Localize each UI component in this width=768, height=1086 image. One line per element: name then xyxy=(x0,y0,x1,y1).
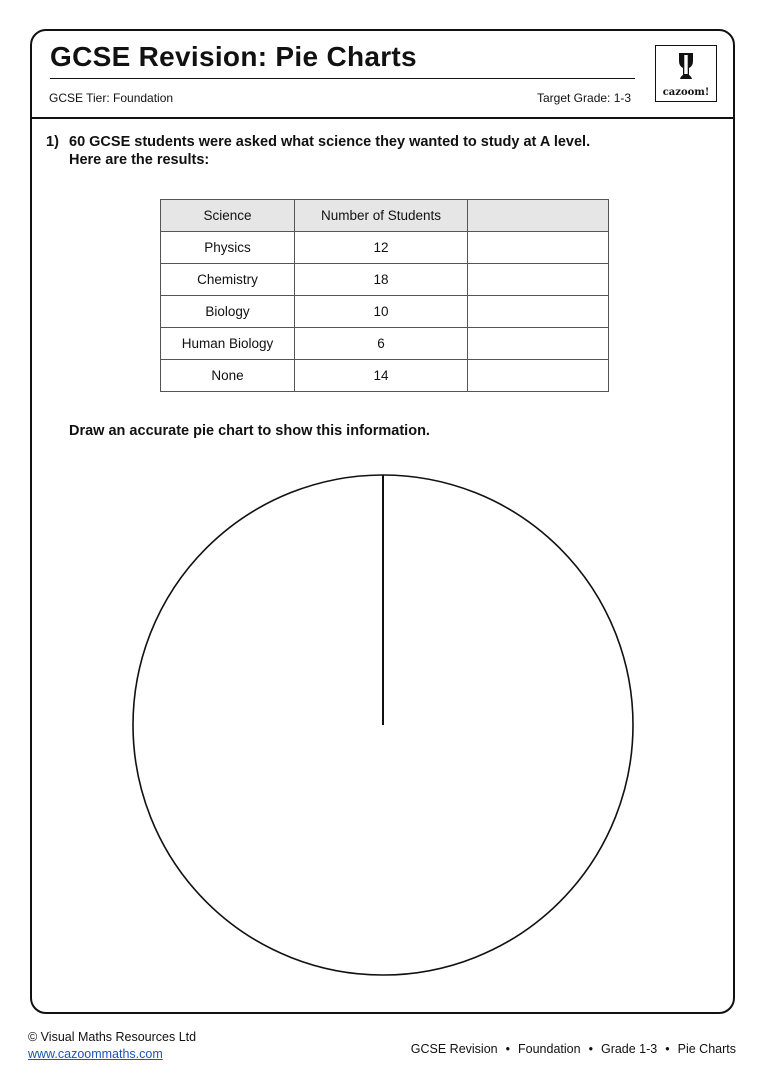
footer-separator: • xyxy=(665,1042,670,1056)
target-grade-label: Target Grade: 1-3 xyxy=(537,91,632,105)
footer-crumb: Pie Charts xyxy=(677,1042,736,1056)
pie-chart-template[interactable] xyxy=(132,474,636,978)
page-title: GCSE Revision: Pie Charts xyxy=(50,41,417,72)
logo-text: cazoom! xyxy=(662,87,710,98)
footer-breadcrumb xyxy=(411,1042,736,1056)
science-cell: None xyxy=(161,360,295,392)
table-row xyxy=(161,264,609,296)
science-cell: Physics xyxy=(161,232,295,264)
header-blank[interactable] xyxy=(468,200,609,232)
tier-label: GCSE Tier: Foundation xyxy=(49,91,174,105)
footer-crumb: Foundation xyxy=(518,1042,581,1056)
students-cell: 12 xyxy=(295,232,468,264)
header-divider xyxy=(32,117,733,119)
copyright-text: © Visual Maths Resources Ltd xyxy=(28,1030,197,1044)
cazoom-logo xyxy=(655,45,717,102)
table-header-row xyxy=(161,200,609,232)
trophy-icon xyxy=(678,52,694,80)
question-number: 1) xyxy=(46,134,59,150)
footer-separator: • xyxy=(505,1042,511,1056)
working-cell[interactable] xyxy=(468,264,609,296)
working-cell[interactable] xyxy=(468,232,609,264)
results-table xyxy=(160,199,609,392)
students-cell: 6 xyxy=(295,328,468,360)
footer-left xyxy=(28,1029,196,1063)
science-cell: Biology xyxy=(161,296,295,328)
working-cell[interactable] xyxy=(468,296,609,328)
students-cell: 10 xyxy=(295,296,468,328)
question-text-line-2: Here are the results: xyxy=(69,152,210,168)
table-row xyxy=(161,328,609,360)
science-cell: Human Biology xyxy=(161,328,295,360)
working-cell[interactable] xyxy=(468,328,609,360)
table-row xyxy=(161,360,609,392)
students-cell: 14 xyxy=(295,360,468,392)
science-cell: Chemistry xyxy=(161,264,295,296)
header-science: Science xyxy=(161,200,295,232)
footer-crumb: GCSE Revision xyxy=(410,1042,498,1056)
table-row xyxy=(161,232,609,264)
instruction-text: Draw an accurate pie chart to show this information. xyxy=(69,423,430,439)
website-link[interactable]: www.cazoommaths.com xyxy=(28,1047,163,1061)
header-number-of-students: Number of Students xyxy=(295,200,468,232)
students-cell: 18 xyxy=(295,264,468,296)
footer-separator: • xyxy=(588,1042,593,1056)
title-divider xyxy=(50,78,635,79)
footer-crumb: Grade 1-3 xyxy=(600,1042,658,1056)
table-row xyxy=(161,296,609,328)
working-cell[interactable] xyxy=(468,360,609,392)
question-text-line-1: 60 GCSE students were asked what science they wanted to study at A level. xyxy=(69,134,591,150)
